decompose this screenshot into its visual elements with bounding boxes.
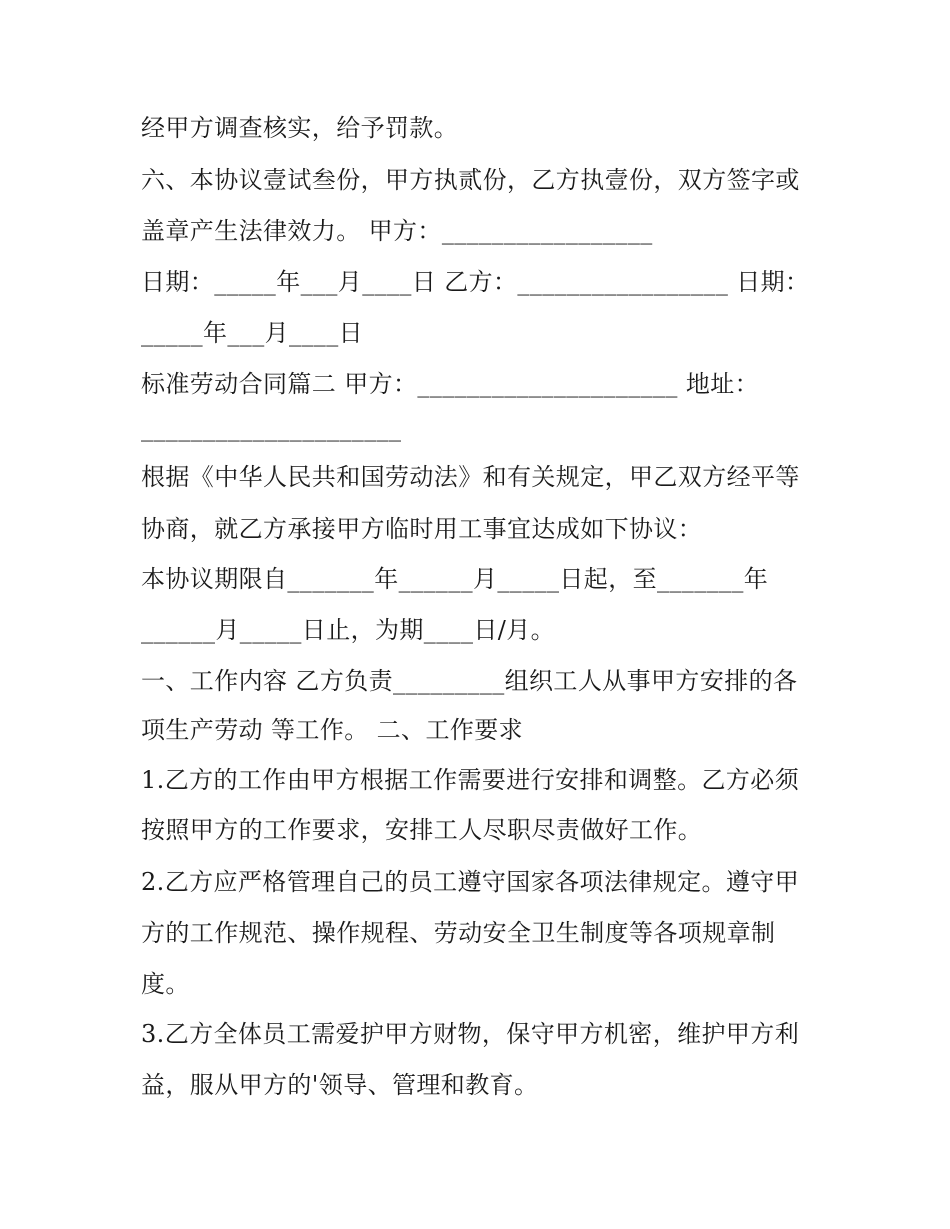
text-line: 协商，就乙方承接甲方临时用工事宜达成如下协议： bbox=[141, 515, 703, 543]
text-line: 3.乙方全体员工需爱护甲方财物，保守甲方机密，维护甲方利 bbox=[141, 1020, 800, 1048]
text-line: 按照甲方的工作要求，安排工人尽职尽责做好工作。 bbox=[141, 816, 703, 844]
text-line: 度。 bbox=[141, 970, 190, 998]
text-line: 六、本协议壹试叁份，甲方执贰份，乙方执壹份，双方签字或 bbox=[141, 166, 800, 194]
text-line: _____________________ bbox=[141, 414, 402, 442]
text-line: ______月_____日止，为期____日/月。 bbox=[141, 616, 556, 644]
text-line: 一、工作内容 乙方负责_________组织工人从事甲方安排的各 bbox=[141, 667, 798, 695]
text-line: 方的工作规范、操作规程、劳动安全卫生制度等各项规章制 bbox=[141, 919, 776, 947]
text-line: 日期：_____年___月____日 乙方：_________________ 日期： bbox=[141, 268, 810, 296]
text-line: 标准劳动合同篇二 甲方：_____________________ 地址： bbox=[141, 370, 760, 398]
text-line: 益，服从甲方的'领导、管理和教育。 bbox=[141, 1071, 539, 1099]
text-line: 本协议期限自_______年______月_____日起，至_______年 bbox=[141, 565, 769, 593]
text-line: 经甲方调查核实，给予罚款。 bbox=[141, 114, 459, 142]
text-line: 1.乙方的工作由甲方根据工作需要进行安排和调整。乙方必须 bbox=[141, 766, 800, 794]
text-line: 2.乙方应严格管理自己的员工遵守国家各项法律规定。遵守甲 bbox=[141, 868, 800, 896]
text-line: 项生产劳动 等工作。 二、工作要求 bbox=[141, 716, 524, 744]
text-line: 盖章产生法律效力。 甲方：_________________ bbox=[141, 217, 653, 245]
text-line: _____年___月____日 bbox=[141, 319, 363, 347]
text-line: 根据《中华人民共和国劳动法》和有关规定，甲乙双方经平等 bbox=[141, 463, 800, 491]
